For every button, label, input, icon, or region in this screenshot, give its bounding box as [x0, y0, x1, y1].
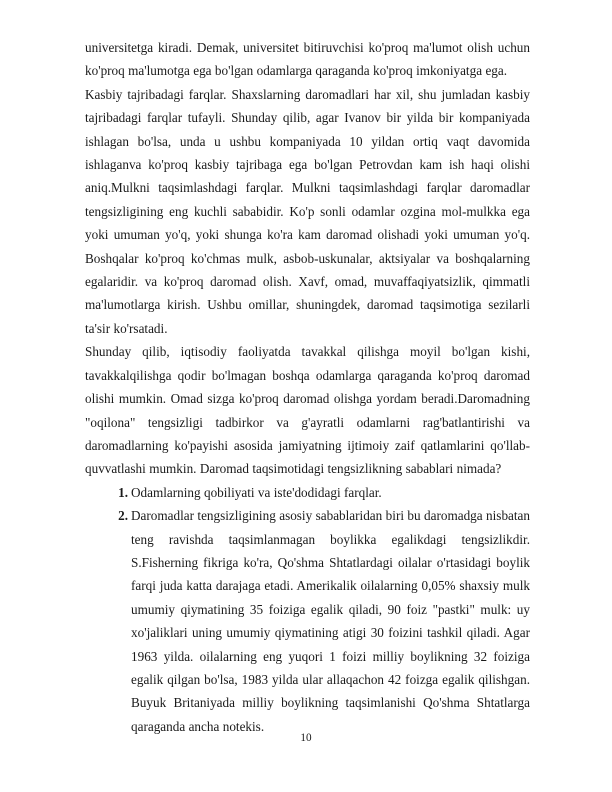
paragraph-3: Shunday qilib, iqtisodiy faoliyatda tavakkal qilishga moyil bo'lgan kishi, tavakkalqilishga qodir bo'lmagan boshqa odamlarga qaraganda ko'proq daromad olishi mumkin. Omad sizga ko'proq daromad olishga yordam beradi.Daromadning "oqilona" tengsizligi tadbirkor va g'ayratli odamlarni rag'batlantirishi va daromadlarning ko'payishi asosida jamiyatning ijtimoiy zaif qatlamlarini qo'llab-quvvatlashi mumkin. Daromad taqsimotidagi tengsizlikning sabablari nimada? [85, 344, 530, 477]
numbered-list [85, 481, 530, 738]
list-item [85, 481, 530, 504]
document-body [85, 36, 530, 738]
page-number: 10 [300, 732, 312, 744]
list-item-text: Daromadlar tengsizligining asosiy sabablaridan biri bu daromadga nisbatan teng ravishda taqsimlanmagan boylikka egalikdagi tengsizlikdir. S.Fisherning fikriga ko'ra, Qo'shma Shtatlardagi oilalar o'rtasidagi boylik farqi juda katta darajaga etadi. Amerikalik oilalarning 0,05% shaxsiy mulk umumiy qiymatining 35 foiziga egalik qiladi, 90 foiz "pastki" mulk: uy xo'jaliklari uning umumiy qiymatining atigi 30 foizini tashkil qiladi. Agar 1963 yilda. oilalarning eng yuqori 1 foizi milliy boylikning 32 foiziga egalik qilgan bo'lsa, 1983 yilda ular allaqachon 42 foizga egalik qilishgan. Buyuk Britaniyada milliy boylikning taqsimlanishi Qo'shma Shtatlarga qaraganda ancha notekis. [131, 508, 530, 734]
paragraph-1: universitetga kiradi. Demak, universitet bitiruvchisi ko'proq ma'lumot olish uchun ko'proq ma'lumotga ega bo'lgan odamlarga qaraganda ko'proq imkoniyatga ega. [85, 40, 530, 79]
list-item-text: Odamlarning qobiliyati va iste'dodidagi farqlar. [131, 484, 382, 500]
paragraph-2: Kasbiy tajribadagi farqlar. Shaxslarning daromadlari har xil, shu jumladan kasbiy tajribadagi farqlar tufayli. Shunday qilib, agar Ivanov bir yilda bir kompaniyada ishlagan bo'lsa, unda u ushbu kompaniyada 10 yildan ortiq vaqt davomida ishlaganva ko'proq kasbiy tajribaga ega bo'lgan Petrovdan kam ish haqi olishi aniq.Mulkni taqsimlashdagi farqlar. Mulkni taqsimlashdagi farqlar daromadlar tengsizligining eng kuchli sababidir. Ko'p sonli odamlar ozgina mol-mulkka ega yoki umuman yo'q, yoki shunga ko'ra kam daromad olishadi yoki umuman yo'q. Boshqalar ko'proq ko'chmas mulk, asbob-uskunalar, aktsiyalar va boshqalarning egalaridir. va ko'proq daromad olish. Xavf, omad, muvaffaqiyatsizlik, qimmatli ma'lumotlarga kirish. Ushbu omillar, shuningdek, daromad taqsimotiga sezilarli ta'sir ko'rsatadi. [85, 86, 530, 336]
list-item [85, 504, 530, 738]
